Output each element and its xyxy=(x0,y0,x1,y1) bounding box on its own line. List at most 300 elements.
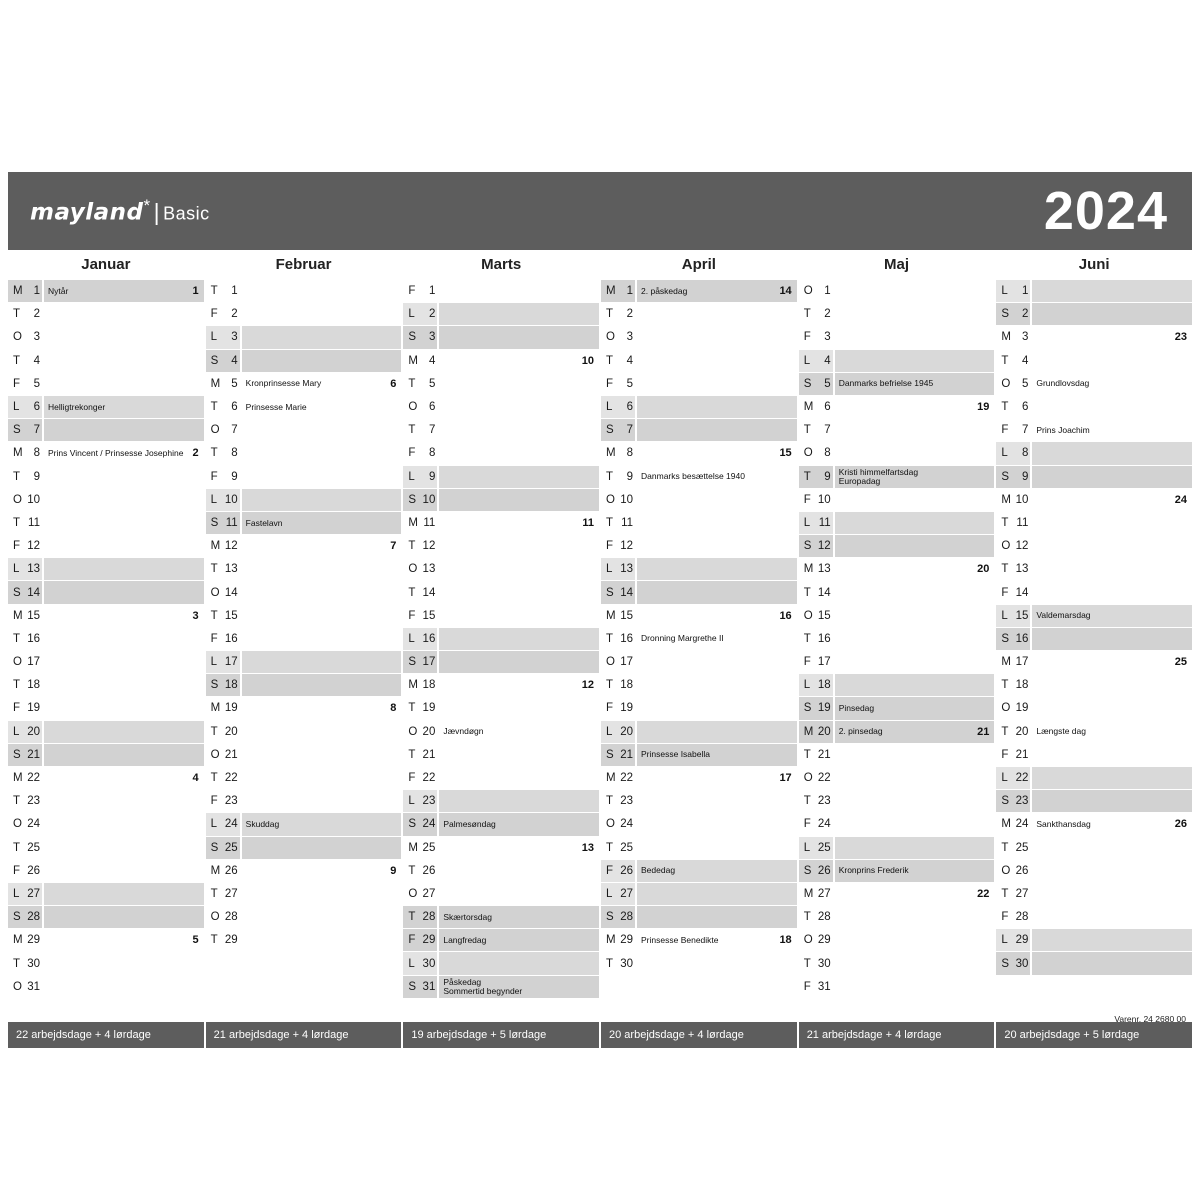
day-row[interactable] xyxy=(206,697,402,720)
day-note-cell[interactable] xyxy=(44,767,204,789)
day-note-cell[interactable] xyxy=(637,535,797,557)
day-note-cell[interactable] xyxy=(44,628,204,650)
day-note-cell[interactable] xyxy=(1032,952,1192,974)
day-note-cell[interactable] xyxy=(835,489,995,511)
day-row[interactable] xyxy=(996,837,1192,860)
day-row[interactable] xyxy=(8,489,204,512)
day-row[interactable] xyxy=(601,837,797,860)
day-note-cell[interactable] xyxy=(242,628,402,650)
day-note-cell[interactable] xyxy=(835,721,995,743)
day-row[interactable] xyxy=(403,628,599,651)
day-note-cell[interactable] xyxy=(242,767,402,789)
day-row[interactable] xyxy=(206,442,402,465)
day-note-cell[interactable] xyxy=(44,581,204,603)
day-note-cell[interactable] xyxy=(242,442,402,464)
day-note-cell[interactable] xyxy=(439,813,599,835)
day-note-cell[interactable] xyxy=(835,628,995,650)
day-row[interactable] xyxy=(8,419,204,442)
day-note-cell[interactable] xyxy=(637,350,797,372)
day-row[interactable] xyxy=(403,326,599,349)
day-row[interactable] xyxy=(601,860,797,883)
day-row[interactable] xyxy=(996,790,1192,813)
day-note-cell[interactable] xyxy=(637,489,797,511)
day-row[interactable] xyxy=(996,326,1192,349)
day-note-cell[interactable] xyxy=(1032,442,1192,464)
day-note-cell[interactable] xyxy=(835,651,995,673)
day-row[interactable] xyxy=(996,744,1192,767)
day-row[interactable] xyxy=(403,952,599,975)
day-row[interactable] xyxy=(206,581,402,604)
day-note-cell[interactable] xyxy=(44,999,204,1021)
day-note-cell[interactable] xyxy=(439,976,599,998)
day-note-cell[interactable] xyxy=(242,697,402,719)
day-note-cell[interactable] xyxy=(1032,721,1192,743)
day-row[interactable] xyxy=(799,813,995,836)
day-row[interactable] xyxy=(601,442,797,465)
day-note-cell[interactable] xyxy=(242,326,402,348)
day-row[interactable] xyxy=(8,929,204,952)
day-note-cell[interactable] xyxy=(637,651,797,673)
day-row[interactable] xyxy=(996,558,1192,581)
day-row[interactable] xyxy=(403,674,599,697)
day-note-cell[interactable] xyxy=(835,906,995,928)
day-row[interactable] xyxy=(601,697,797,720)
day-row[interactable] xyxy=(403,883,599,906)
day-row[interactable] xyxy=(996,605,1192,628)
day-note-cell[interactable] xyxy=(439,837,599,859)
day-row[interactable] xyxy=(8,976,204,999)
day-note-cell[interactable] xyxy=(637,373,797,395)
day-note-cell[interactable] xyxy=(1032,303,1192,325)
day-note-cell[interactable] xyxy=(1032,860,1192,882)
day-note-cell[interactable] xyxy=(835,466,995,488)
day-row[interactable] xyxy=(996,976,1192,999)
day-note-cell[interactable] xyxy=(44,419,204,441)
day-row[interactable] xyxy=(403,744,599,767)
day-note-cell[interactable] xyxy=(637,767,797,789)
day-row[interactable] xyxy=(403,651,599,674)
day-note-cell[interactable] xyxy=(439,697,599,719)
day-note-cell[interactable] xyxy=(439,442,599,464)
day-note-cell[interactable] xyxy=(439,999,599,1021)
day-row[interactable] xyxy=(403,512,599,535)
day-note-cell[interactable] xyxy=(242,419,402,441)
day-note-cell[interactable] xyxy=(1032,373,1192,395)
day-note-cell[interactable] xyxy=(242,303,402,325)
day-note-cell[interactable] xyxy=(44,489,204,511)
day-note-cell[interactable] xyxy=(1032,350,1192,372)
day-note-cell[interactable] xyxy=(1032,558,1192,580)
day-note-cell[interactable] xyxy=(835,303,995,325)
day-note-cell[interactable] xyxy=(637,558,797,580)
day-note-cell[interactable] xyxy=(439,303,599,325)
day-row[interactable] xyxy=(8,396,204,419)
day-row[interactable] xyxy=(206,605,402,628)
day-row[interactable] xyxy=(601,350,797,373)
day-row[interactable] xyxy=(996,952,1192,975)
day-row[interactable] xyxy=(206,280,402,303)
day-note-cell[interactable] xyxy=(637,512,797,534)
day-row[interactable] xyxy=(403,535,599,558)
day-note-cell[interactable] xyxy=(242,280,402,302)
day-row[interactable] xyxy=(799,906,995,929)
day-note-cell[interactable] xyxy=(1032,535,1192,557)
day-row[interactable] xyxy=(403,837,599,860)
day-note-cell[interactable] xyxy=(242,837,402,859)
day-row[interactable] xyxy=(799,674,995,697)
day-note-cell[interactable] xyxy=(439,558,599,580)
day-row[interactable] xyxy=(8,558,204,581)
day-note-cell[interactable] xyxy=(44,651,204,673)
day-note-cell[interactable] xyxy=(637,906,797,928)
day-note-cell[interactable] xyxy=(835,767,995,789)
day-row[interactable] xyxy=(403,581,599,604)
day-note-cell[interactable] xyxy=(1032,489,1192,511)
day-row[interactable] xyxy=(996,906,1192,929)
day-row[interactable] xyxy=(996,466,1192,489)
day-note-cell[interactable] xyxy=(439,767,599,789)
day-row[interactable] xyxy=(996,651,1192,674)
day-row[interactable] xyxy=(996,929,1192,952)
day-note-cell[interactable] xyxy=(242,350,402,372)
day-note-cell[interactable] xyxy=(242,489,402,511)
day-row[interactable] xyxy=(403,396,599,419)
day-row[interactable] xyxy=(799,697,995,720)
day-row[interactable] xyxy=(601,326,797,349)
day-note-cell[interactable] xyxy=(242,813,402,835)
day-note-cell[interactable] xyxy=(835,396,995,418)
day-row[interactable] xyxy=(8,280,204,303)
day-note-cell[interactable] xyxy=(835,326,995,348)
day-note-cell[interactable] xyxy=(439,651,599,673)
day-row[interactable] xyxy=(206,651,402,674)
day-row[interactable] xyxy=(206,837,402,860)
day-row[interactable] xyxy=(206,976,402,999)
day-row[interactable] xyxy=(8,790,204,813)
day-row[interactable] xyxy=(8,326,204,349)
day-note-cell[interactable] xyxy=(439,326,599,348)
day-row[interactable] xyxy=(601,952,797,975)
day-row[interactable] xyxy=(403,813,599,836)
day-row[interactable] xyxy=(403,558,599,581)
day-row[interactable] xyxy=(403,790,599,813)
day-note-cell[interactable] xyxy=(835,999,995,1021)
day-row[interactable] xyxy=(206,906,402,929)
day-note-cell[interactable] xyxy=(44,906,204,928)
day-row[interactable] xyxy=(8,952,204,975)
day-note-cell[interactable] xyxy=(637,674,797,696)
day-note-cell[interactable] xyxy=(637,442,797,464)
day-row[interactable] xyxy=(996,280,1192,303)
day-row[interactable] xyxy=(799,326,995,349)
day-row[interactable] xyxy=(206,952,402,975)
day-note-cell[interactable] xyxy=(439,790,599,812)
day-row[interactable] xyxy=(403,466,599,489)
day-note-cell[interactable] xyxy=(242,744,402,766)
day-note-cell[interactable] xyxy=(242,373,402,395)
day-row[interactable] xyxy=(8,744,204,767)
day-row[interactable] xyxy=(206,674,402,697)
day-note-cell[interactable] xyxy=(835,280,995,302)
day-note-cell[interactable] xyxy=(1032,628,1192,650)
day-row[interactable] xyxy=(996,350,1192,373)
day-row[interactable] xyxy=(403,906,599,929)
day-row[interactable] xyxy=(601,767,797,790)
day-note-cell[interactable] xyxy=(242,581,402,603)
day-row[interactable] xyxy=(403,489,599,512)
day-note-cell[interactable] xyxy=(637,860,797,882)
day-note-cell[interactable] xyxy=(242,906,402,928)
day-row[interactable] xyxy=(996,373,1192,396)
day-note-cell[interactable] xyxy=(637,929,797,951)
day-note-cell[interactable] xyxy=(439,952,599,974)
day-row[interactable] xyxy=(601,813,797,836)
day-row[interactable] xyxy=(206,744,402,767)
day-row[interactable] xyxy=(206,419,402,442)
day-note-cell[interactable] xyxy=(439,581,599,603)
day-row[interactable] xyxy=(8,581,204,604)
day-note-cell[interactable] xyxy=(1032,697,1192,719)
day-note-cell[interactable] xyxy=(637,952,797,974)
day-row[interactable] xyxy=(996,813,1192,836)
day-note-cell[interactable] xyxy=(242,976,402,998)
day-note-cell[interactable] xyxy=(44,466,204,488)
day-note-cell[interactable] xyxy=(439,373,599,395)
day-row[interactable] xyxy=(8,767,204,790)
day-note-cell[interactable] xyxy=(637,744,797,766)
day-row[interactable] xyxy=(8,837,204,860)
day-note-cell[interactable] xyxy=(1032,326,1192,348)
day-row[interactable] xyxy=(403,350,599,373)
day-row[interactable] xyxy=(996,419,1192,442)
day-row[interactable] xyxy=(206,790,402,813)
day-note-cell[interactable] xyxy=(835,929,995,951)
day-row[interactable] xyxy=(8,303,204,326)
day-note-cell[interactable] xyxy=(835,350,995,372)
day-note-cell[interactable] xyxy=(439,350,599,372)
day-row[interactable] xyxy=(601,999,797,1022)
day-row[interactable] xyxy=(8,906,204,929)
day-note-cell[interactable] xyxy=(242,466,402,488)
day-note-cell[interactable] xyxy=(44,883,204,905)
day-row[interactable] xyxy=(799,512,995,535)
day-note-cell[interactable] xyxy=(1032,976,1192,998)
day-row[interactable] xyxy=(996,442,1192,465)
day-note-cell[interactable] xyxy=(1032,837,1192,859)
day-note-cell[interactable] xyxy=(1032,767,1192,789)
day-row[interactable] xyxy=(206,929,402,952)
day-row[interactable] xyxy=(799,744,995,767)
day-row[interactable] xyxy=(799,651,995,674)
day-note-cell[interactable] xyxy=(637,837,797,859)
day-note-cell[interactable] xyxy=(835,512,995,534)
day-note-cell[interactable] xyxy=(44,860,204,882)
day-row[interactable] xyxy=(206,883,402,906)
day-row[interactable] xyxy=(799,303,995,326)
day-note-cell[interactable] xyxy=(1032,744,1192,766)
day-row[interactable] xyxy=(403,697,599,720)
day-row[interactable] xyxy=(601,466,797,489)
day-note-cell[interactable] xyxy=(439,883,599,905)
day-row[interactable] xyxy=(996,721,1192,744)
day-row[interactable] xyxy=(996,581,1192,604)
day-row[interactable] xyxy=(8,813,204,836)
day-row[interactable] xyxy=(206,512,402,535)
day-note-cell[interactable] xyxy=(1032,674,1192,696)
day-row[interactable] xyxy=(799,999,995,1022)
day-note-cell[interactable] xyxy=(835,605,995,627)
day-row[interactable] xyxy=(8,883,204,906)
day-row[interactable] xyxy=(403,999,599,1022)
day-note-cell[interactable] xyxy=(242,605,402,627)
day-row[interactable] xyxy=(799,466,995,489)
day-note-cell[interactable] xyxy=(1032,466,1192,488)
day-row[interactable] xyxy=(8,605,204,628)
day-row[interactable] xyxy=(206,813,402,836)
day-note-cell[interactable] xyxy=(1032,581,1192,603)
day-row[interactable] xyxy=(996,674,1192,697)
day-note-cell[interactable] xyxy=(44,976,204,998)
day-note-cell[interactable] xyxy=(44,929,204,951)
day-note-cell[interactable] xyxy=(242,535,402,557)
day-row[interactable] xyxy=(8,674,204,697)
day-row[interactable] xyxy=(403,767,599,790)
day-note-cell[interactable] xyxy=(637,280,797,302)
day-row[interactable] xyxy=(996,396,1192,419)
day-note-cell[interactable] xyxy=(835,883,995,905)
day-row[interactable] xyxy=(799,767,995,790)
day-note-cell[interactable] xyxy=(637,721,797,743)
day-note-cell[interactable] xyxy=(242,396,402,418)
day-note-cell[interactable] xyxy=(1032,605,1192,627)
day-note-cell[interactable] xyxy=(835,744,995,766)
day-note-cell[interactable] xyxy=(1032,280,1192,302)
day-note-cell[interactable] xyxy=(242,674,402,696)
day-row[interactable] xyxy=(996,535,1192,558)
day-row[interactable] xyxy=(403,419,599,442)
day-note-cell[interactable] xyxy=(1032,419,1192,441)
day-note-cell[interactable] xyxy=(242,721,402,743)
day-note-cell[interactable] xyxy=(44,790,204,812)
day-note-cell[interactable] xyxy=(44,326,204,348)
day-row[interactable] xyxy=(8,860,204,883)
day-row[interactable] xyxy=(799,929,995,952)
day-row[interactable] xyxy=(206,326,402,349)
day-row[interactable] xyxy=(206,466,402,489)
day-note-cell[interactable] xyxy=(44,744,204,766)
day-row[interactable] xyxy=(601,790,797,813)
day-note-cell[interactable] xyxy=(637,605,797,627)
day-row[interactable] xyxy=(8,535,204,558)
day-note-cell[interactable] xyxy=(835,373,995,395)
day-row[interactable] xyxy=(403,721,599,744)
day-note-cell[interactable] xyxy=(439,419,599,441)
day-row[interactable] xyxy=(403,605,599,628)
day-row[interactable] xyxy=(601,929,797,952)
day-note-cell[interactable] xyxy=(439,744,599,766)
day-row[interactable] xyxy=(206,558,402,581)
day-note-cell[interactable] xyxy=(1032,906,1192,928)
day-row[interactable] xyxy=(601,373,797,396)
day-note-cell[interactable] xyxy=(44,303,204,325)
day-row[interactable] xyxy=(206,535,402,558)
day-row[interactable] xyxy=(206,628,402,651)
day-note-cell[interactable] xyxy=(637,326,797,348)
day-note-cell[interactable] xyxy=(44,674,204,696)
day-row[interactable] xyxy=(799,280,995,303)
day-row[interactable] xyxy=(996,860,1192,883)
day-row[interactable] xyxy=(601,581,797,604)
day-row[interactable] xyxy=(601,512,797,535)
day-row[interactable] xyxy=(799,396,995,419)
day-note-cell[interactable] xyxy=(835,581,995,603)
day-row[interactable] xyxy=(601,651,797,674)
day-row[interactable] xyxy=(206,303,402,326)
day-note-cell[interactable] xyxy=(835,813,995,835)
day-note-cell[interactable] xyxy=(1032,813,1192,835)
day-note-cell[interactable] xyxy=(439,396,599,418)
day-row[interactable] xyxy=(403,280,599,303)
day-note-cell[interactable] xyxy=(439,280,599,302)
day-note-cell[interactable] xyxy=(637,883,797,905)
day-row[interactable] xyxy=(403,442,599,465)
day-note-cell[interactable] xyxy=(1032,512,1192,534)
day-note-cell[interactable] xyxy=(439,605,599,627)
day-row[interactable] xyxy=(601,906,797,929)
day-note-cell[interactable] xyxy=(44,813,204,835)
day-note-cell[interactable] xyxy=(44,605,204,627)
day-row[interactable] xyxy=(206,860,402,883)
day-row[interactable] xyxy=(601,628,797,651)
day-row[interactable] xyxy=(601,883,797,906)
day-note-cell[interactable] xyxy=(242,883,402,905)
day-note-cell[interactable] xyxy=(637,790,797,812)
day-row[interactable] xyxy=(799,373,995,396)
day-note-cell[interactable] xyxy=(835,674,995,696)
day-row[interactable] xyxy=(996,697,1192,720)
day-note-cell[interactable] xyxy=(44,558,204,580)
day-note-cell[interactable] xyxy=(439,628,599,650)
day-row[interactable] xyxy=(601,674,797,697)
day-note-cell[interactable] xyxy=(637,813,797,835)
day-note-cell[interactable] xyxy=(44,280,204,302)
day-note-cell[interactable] xyxy=(835,419,995,441)
day-note-cell[interactable] xyxy=(44,721,204,743)
day-note-cell[interactable] xyxy=(242,860,402,882)
day-row[interactable] xyxy=(601,721,797,744)
day-row[interactable] xyxy=(206,999,402,1022)
day-row[interactable] xyxy=(8,512,204,535)
day-note-cell[interactable] xyxy=(835,860,995,882)
day-row[interactable] xyxy=(8,999,204,1022)
day-row[interactable] xyxy=(799,350,995,373)
day-note-cell[interactable] xyxy=(242,651,402,673)
day-note-cell[interactable] xyxy=(242,558,402,580)
day-row[interactable] xyxy=(403,976,599,999)
day-row[interactable] xyxy=(8,697,204,720)
day-row[interactable] xyxy=(206,489,402,512)
day-note-cell[interactable] xyxy=(835,535,995,557)
day-row[interactable] xyxy=(601,558,797,581)
day-row[interactable] xyxy=(403,860,599,883)
day-note-cell[interactable] xyxy=(44,697,204,719)
day-row[interactable] xyxy=(996,512,1192,535)
day-row[interactable] xyxy=(8,651,204,674)
day-row[interactable] xyxy=(996,489,1192,512)
day-note-cell[interactable] xyxy=(637,999,797,1021)
day-note-cell[interactable] xyxy=(439,489,599,511)
day-note-cell[interactable] xyxy=(44,442,204,464)
